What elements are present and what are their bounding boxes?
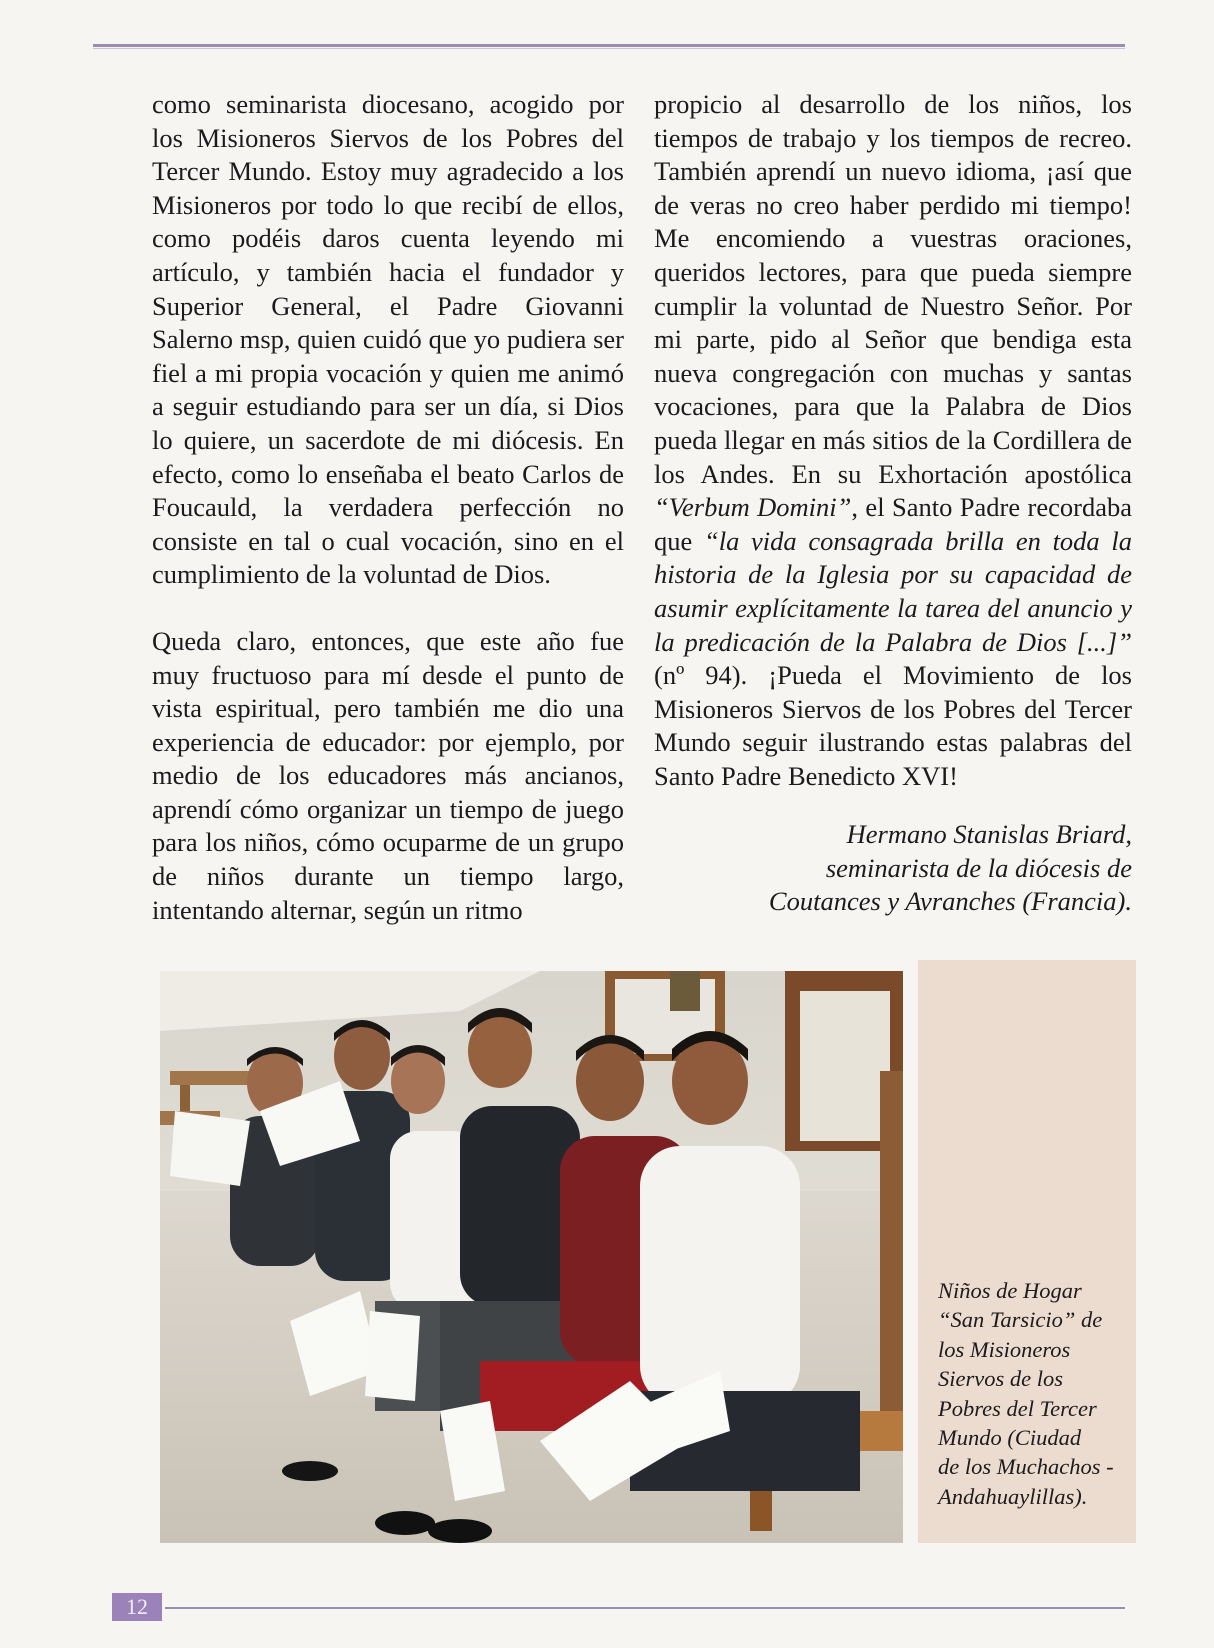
footer-rule <box>165 1607 1125 1609</box>
signature-line: Coutances y Avranches (Francia). <box>768 886 1132 917</box>
page-number: 12 <box>112 1593 162 1621</box>
paragraph: como seminarista diocesano, acogido por los Misioneros Siervos de los Pobres del Tercer Mundo. Estoy muy agradecido a los Misioneros por todo lo que recibí de ellos, como podéis daros cuenta leyendo mi artículo, y también hacia el fundador y Superior General, el Padre Giovanni Salerno msp, quien cuidó que yo pudiera ser fiel a mi propia vocación y quien me animó a seguir estudiando para ser un día, si Dios lo quiere, un sacerdote de mi diócesis. En efecto, como lo enseñaba el beato Carlos de Foucauld, la verdadera perfección no consiste en tal o cual vocación, sino en el cumplimiento de la voluntad de Dios. <box>152 89 624 590</box>
body-text: (nº 94). ¡Pueda el Movimiento de los Misioneros Siervos de los Pobres del Tercer Mundo seguir ilustrando estas palabras del Santo Padre Benedicto XVI! <box>654 660 1132 791</box>
body-text: propicio al desarrollo de los niños, los tiempos de trabajo y los tiempos de recreo. También aprendí un nuevo idioma, ¡así que de veras no creo haber perdido mi tiempo! Me encomiendo a vuestras oraciones, queridos lectores, para que pueda siempre cumplir la voluntad de Nuestro Señor. Por mi parte, pido al Señor que bendiga esta nueva congregación con muchas y santas vocaciones, para que la Palabra de Dios pueda llegar en más sitios de la Cordillera de los Andes. En su Exhortación apostólica <box>654 89 1132 489</box>
right-column <box>654 88 1132 793</box>
photo-caption <box>938 1276 1128 1511</box>
caption-line: Pobres del Tercer <box>938 1395 1097 1421</box>
document-title: “Verbum Domini” <box>654 492 852 523</box>
signature-line: Hermano Stanislas Briard, <box>846 819 1132 849</box>
caption-line: “San Tarsicio” de <box>938 1307 1103 1333</box>
photo-illustration <box>160 971 903 1543</box>
group-photo <box>160 971 903 1543</box>
author-signature <box>654 818 1132 919</box>
signature-line: seminarista de la diócesis de <box>825 852 1132 883</box>
quotation: “la vida consagrada brilla en toda la historia de la Iglesia por su capacidad de asumir explícitamente la tarea del anuncio y la predicación de la Palabra de Dios [...]” <box>654 525 1133 657</box>
caption-line: Siervos de los <box>938 1366 1063 1392</box>
body-text: , el Santo Padre recordaba que <box>654 492 1132 556</box>
caption-line: los Misioneros <box>938 1336 1071 1362</box>
caption-line: Niños de Hogar <box>938 1278 1082 1303</box>
caption-line: de los Muchachos - <box>938 1454 1114 1480</box>
caption-line: Mundo (Ciudad <box>938 1425 1082 1451</box>
paragraph: Queda claro, entonces, que este año fue muy fructuoso para mí desde el punto de vista espiritual, pero también me dio una experiencia de educador: por ejemplo, por medio de los educadores más ancianos, aprendí cómo organizar un tiempo de juego para los niños, cómo ocuparme de un grupo de niños durante un tiempo largo, intentando alternar, según un ritmo <box>152 625 624 925</box>
paragraph <box>654 88 1132 793</box>
left-column <box>152 88 624 927</box>
top-rule <box>93 44 1125 47</box>
caption-line: Andahuaylillas). <box>938 1483 1088 1509</box>
